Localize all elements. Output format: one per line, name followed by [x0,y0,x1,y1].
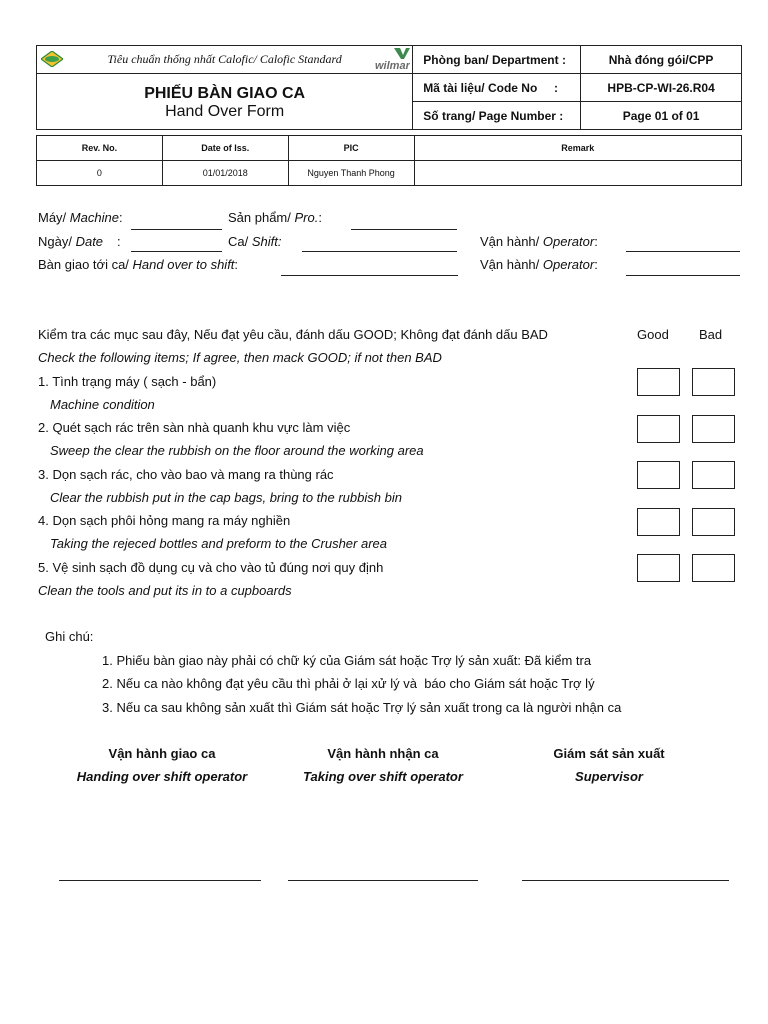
note-item-2: 2. Nếu ca nào không đạt yêu cầu thì phải ở lại xử lý và báo cho Giám sát hoặc Trợ lý [102,676,595,691]
operator-field-1[interactable] [626,251,740,252]
instruction-vi: Kiểm tra các mục sau đây, Nếu đạt yêu cầu, đánh dấu GOOD; Không đạt đánh dấu BAD [38,327,548,342]
check-item-5-vi: 5. Vệ sinh sạch đồ dụng cụ và cho vào tủ đúng nơi quy định [38,560,384,575]
check-item-1-good-box[interactable] [637,368,680,396]
note-item-1: 1. Phiếu bàn giao này phải có chữ ký của Giám sát hoặc Trợ lý sản xuất: Đã kiểm tra [102,653,592,668]
shift-label: Ca/ Shift: [228,234,282,249]
shift-field[interactable] [302,251,457,252]
good-column-header: Good [637,327,669,342]
remark-header: Remark [414,136,742,161]
check-item-4-vi: 4. Dọn sạch phôi hỏng mang ra máy nghiền [38,513,291,528]
pic-value: Nguyen Thanh Phong [288,161,414,186]
operator-label-1: Vận hành/ Operator: [480,234,598,249]
check-item-1-en: Machine condition [50,397,155,412]
product-label: Sản phẩm/ Pro.: [228,210,322,225]
signature-3-line[interactable] [522,880,729,881]
code-label: Mã tài liệu/ Code No : [413,74,581,102]
page-value: Page 01 of 01 [581,102,742,130]
check-item-1-bad-box[interactable] [692,368,735,396]
bad-column-header: Bad [699,327,723,342]
department-label: Phòng ban/ Department : [413,46,581,74]
signature-3-title-en: Supervisor [575,769,643,784]
signature-2-title-vi: Vận hành nhận ca [327,746,439,761]
signature-1-line[interactable] [59,880,261,881]
standard-cell [37,46,413,74]
remark-value[interactable] [414,161,742,186]
code-value: HPB-CP-WI-26.R04 [581,74,742,102]
handover-field[interactable] [281,275,458,276]
check-item-5-good-box[interactable] [637,554,680,582]
check-item-4-good-box[interactable] [637,508,680,536]
check-item-3-bad-box[interactable] [692,461,735,489]
check-item-2-bad-box[interactable] [692,415,735,443]
date-of-issue-value: 01/01/2018 [162,161,288,186]
product-field[interactable] [351,229,457,230]
date-of-issue-header: Date of Iss. [162,136,288,161]
signature-2-line[interactable] [288,880,478,881]
date-label: Ngày/ Date : [38,234,121,249]
notes-title: Ghi chú: [45,629,94,644]
check-item-5-en: Clean the tools and put its in to a cupboards [38,583,292,598]
check-item-5-bad-box[interactable] [692,554,735,582]
calofic-logo-icon [41,51,63,67]
revision-table [36,135,742,186]
wilmar-logo-text: wilmar [375,60,411,71]
check-item-3-en: Clear the rubbish put in the cap bags, bring to the rubbish bin [50,490,402,505]
signature-1-title-en: Handing over shift operator [76,769,248,784]
handover-label: Bàn giao tới ca/ Hand over to shift: [38,257,239,272]
header-table [36,45,742,130]
check-item-2-good-box[interactable] [637,415,680,443]
rev-no-header: Rev. No. [37,136,163,161]
form-title-en: Hand Over Form [165,102,285,120]
instruction-en: Check the following items; If agree, then mack GOOD; if not then BAD [38,350,442,365]
department-value: Nhà đóng gói/CPP [581,46,742,74]
signature-3-title-vi: Giám sát sản xuất [553,746,665,761]
note-item-3: 3. Nếu ca sau không sản xuất thì Giám sát hoặc Trợ lý sản xuất trong ca là người nhận ca [102,700,622,715]
date-field[interactable] [131,251,222,252]
check-item-4-bad-box[interactable] [692,508,735,536]
check-item-2-en: Sweep the clear the rubbish on the floor around the working area [50,443,424,458]
signature-1-title-vi: Vận hành giao ca [108,746,216,761]
machine-label: Máy/ Machine: [38,210,123,225]
check-item-2-vi: 2. Quét sạch rác trên sàn nhà quanh khu vực làm việc [38,420,351,435]
check-item-3-good-box[interactable] [637,461,680,489]
standard-text: Tiêu chuẩn thống nhất Calofic/ Calofic Standard [107,52,342,66]
signature-2-title-en: Taking over shift operator [303,769,463,784]
rev-no-value: 0 [37,161,163,186]
operator-field-2[interactable] [626,275,740,276]
operator-label-2: Vận hành/ Operator: [480,257,598,272]
form-title-vi: PHIẾU BÀN GIAO CA [144,84,306,102]
page-label: Số trang/ Page Number : [413,102,581,130]
title-cell [37,74,413,130]
check-item-3-vi: 3. Dọn sạch rác, cho vào bao và mang ra thùng rác [38,467,334,482]
machine-field[interactable] [131,229,222,230]
check-item-1-vi: 1. Tình trạng máy ( sạch - bẩn) [38,374,217,389]
wilmar-logo-icon [374,47,410,71]
pic-header: PIC [288,136,414,161]
check-item-4-en: Taking the rejeced bottles and preform to the Crusher area [50,536,387,551]
